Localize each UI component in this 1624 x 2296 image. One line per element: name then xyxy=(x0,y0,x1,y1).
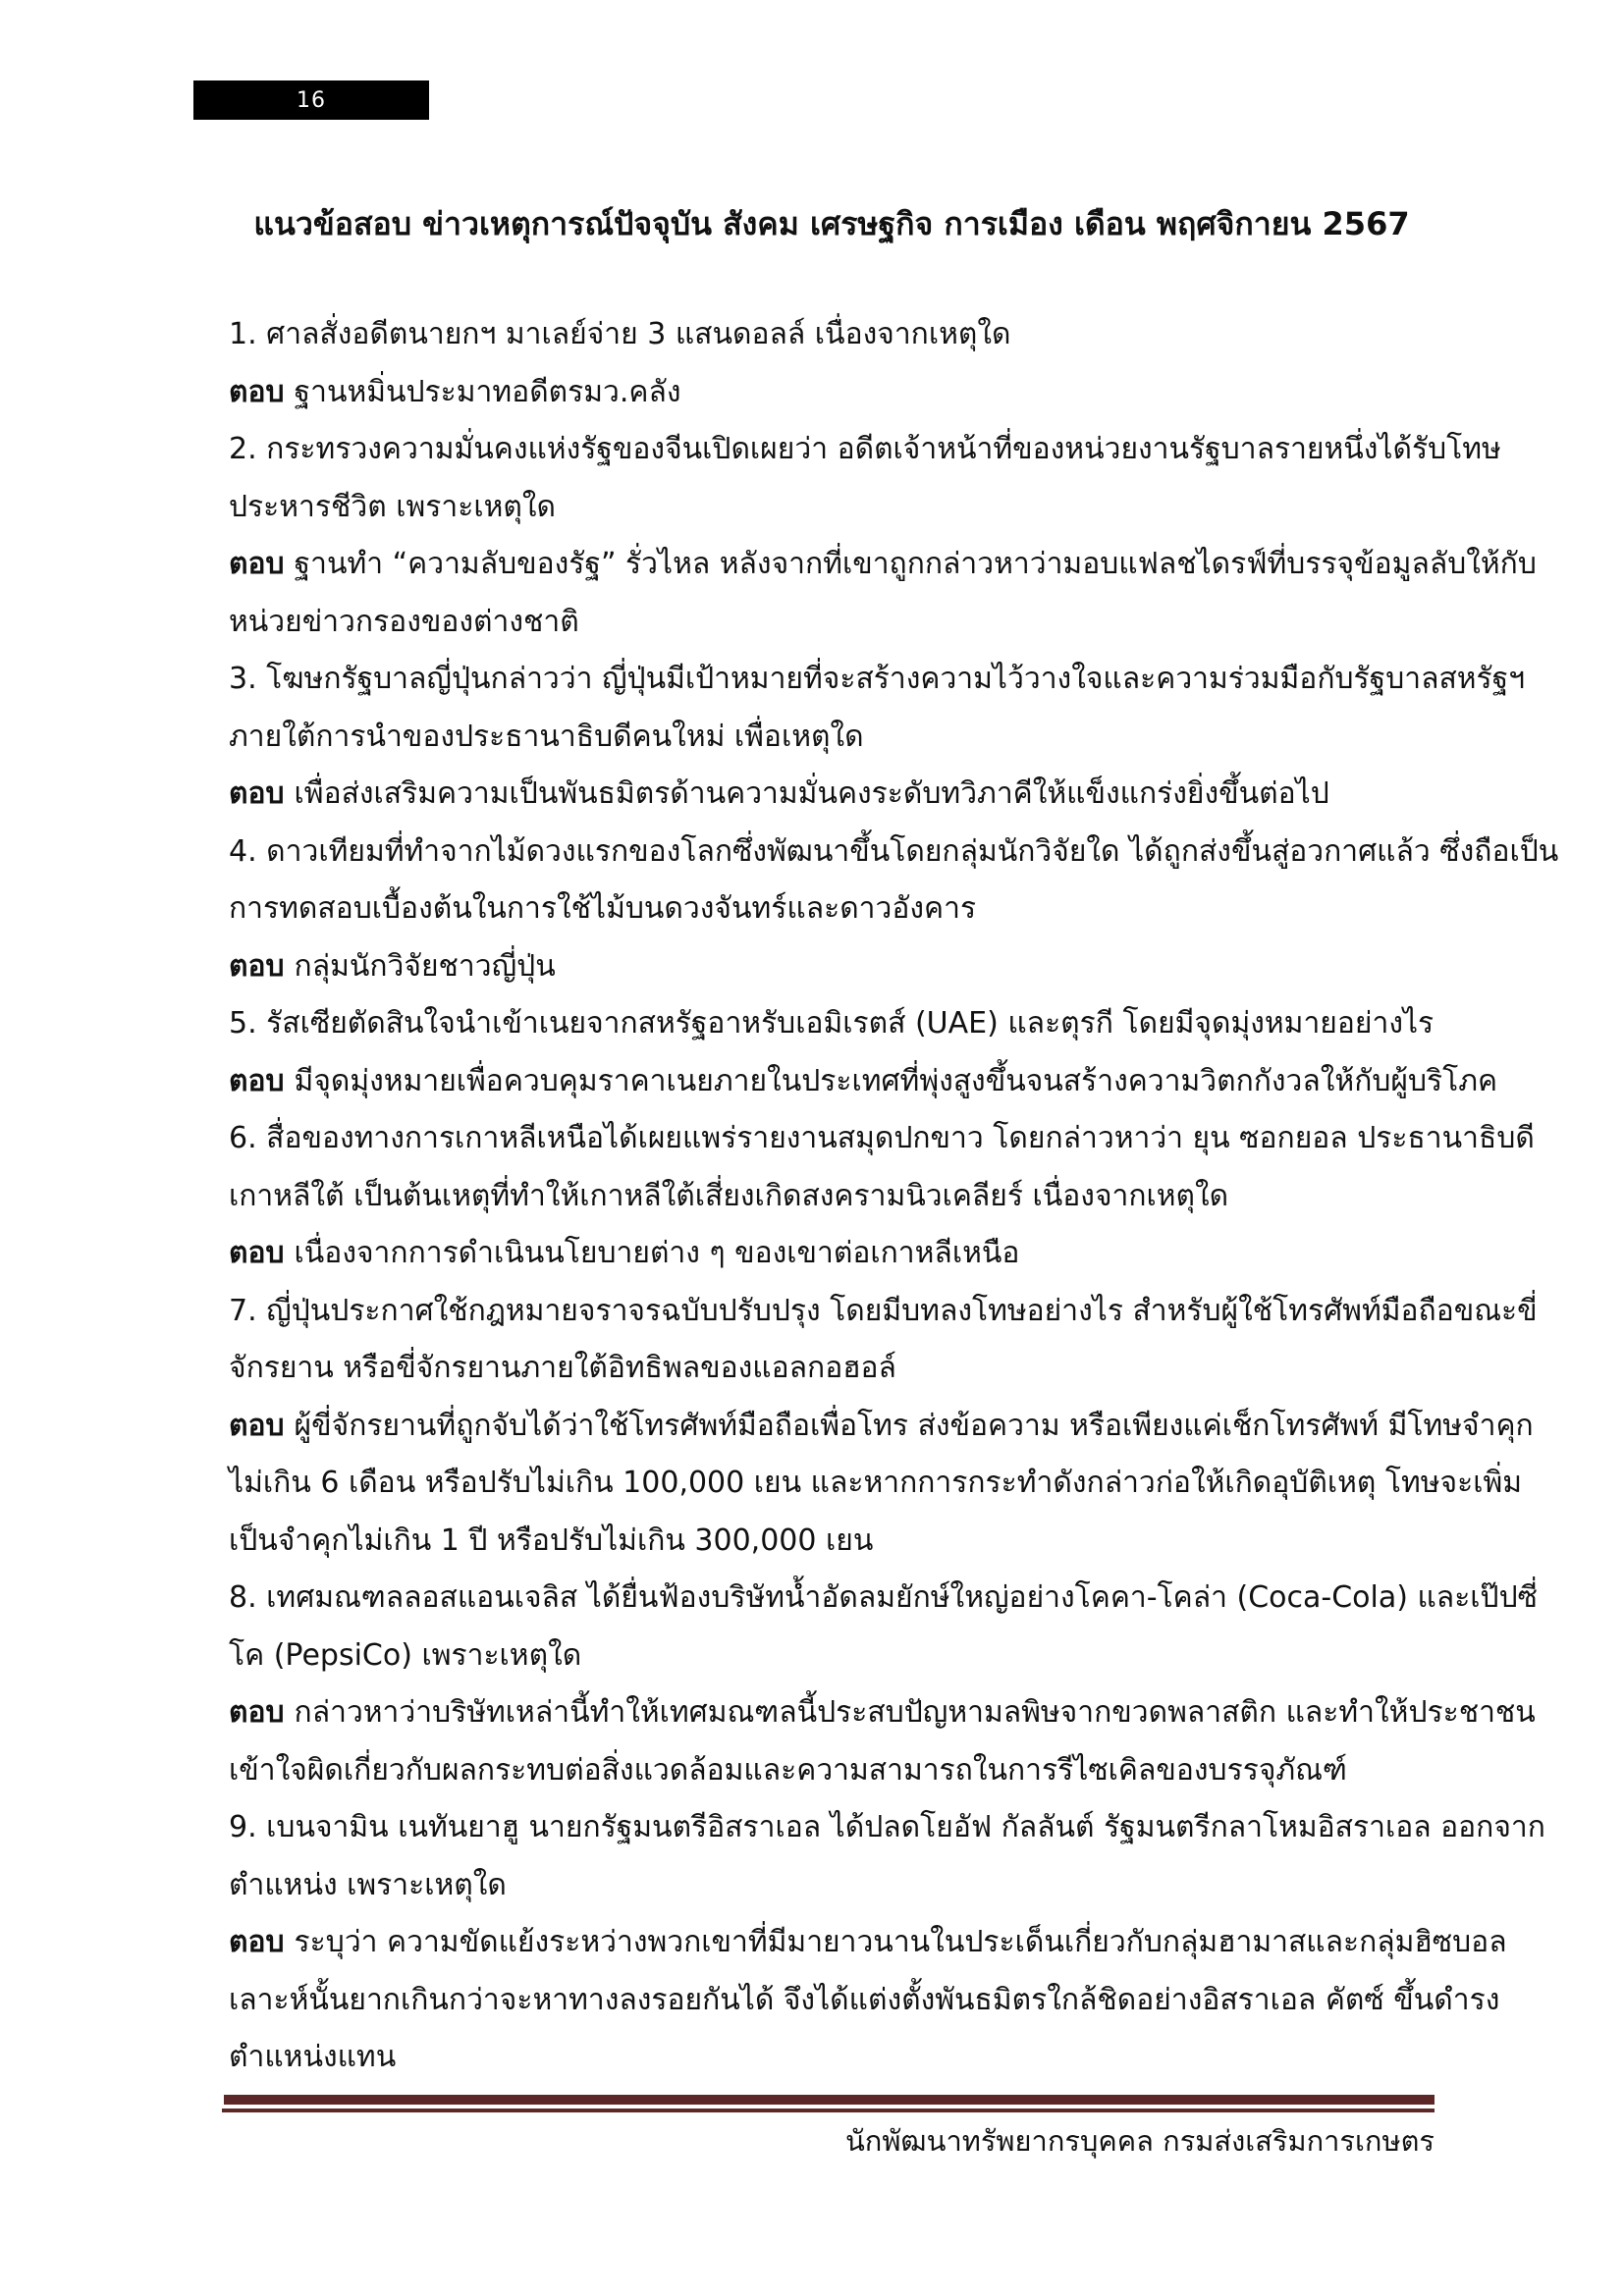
answer-prefix: ตอบ xyxy=(229,1408,285,1443)
content-line xyxy=(229,594,1466,652)
answer-prefix: ตอบ xyxy=(229,1695,285,1730)
content-line xyxy=(229,1972,1500,2030)
line-text: กล่าวหาว่าบริษัทเหล่านี้ทำให้เทศมณฑลนี้ประสบปัญหามลพิษจากขวดพลาสติก และทำให้ประชาชน xyxy=(294,1695,1536,1730)
line-text: ภายใต้การนำของประธานาธิบดีคนใหม่ เพื่อเหตุใด xyxy=(229,719,864,754)
content-line xyxy=(229,766,1466,824)
line-text: 1. ศาลสั่งอดีตนายกฯ มาเลย์จ่าย 3 แสนดอลล์ เนื่องจากเหตุใด xyxy=(229,317,1011,351)
line-text: 7. ญี่ปุ่นประกาศใช้กฎหมายจราจรฉบับปรับปรุง โดยมีบทลงโทษอย่างไร สำหรับผู้ใช้โทรศัพท์มือถือขณะขี่ xyxy=(229,1293,1538,1328)
content-line xyxy=(229,1110,1535,1168)
line-text: หน่วยข่าวกรองของต่างชาติ xyxy=(229,604,579,639)
line-text: ตำแหน่ง เพราะเหตุใด xyxy=(229,1867,507,1902)
line-text: ประหารชีวิต เพราะเหตุใด xyxy=(229,489,556,524)
content-line xyxy=(229,824,1559,881)
content-line xyxy=(229,1340,1466,1398)
line-text: เนื่องจากการดำเนินนโยบายต่าง ๆ ของเขาต่อเกาหลีเหนือ xyxy=(294,1236,1020,1270)
page-title: แนวข้อสอบ ข่าวเหตุการณ์ปัจจุบัน สังคม เศรษฐกิจ การเมือง เดือน พฤศจิกายน 2567 xyxy=(253,205,1410,242)
content-line xyxy=(229,1628,1466,1685)
answer-prefix: ตอบ xyxy=(229,1236,285,1270)
content-line xyxy=(229,1570,1539,1628)
footer-rule-thin xyxy=(222,2109,1435,2112)
footer-rule-thick xyxy=(224,2095,1435,2105)
answer-prefix: ตอบ xyxy=(229,776,285,811)
line-text: เข้าใจผิดเกี่ยวกับผลกระทบต่อสิ่งแวดล้อมและความสามารถในการรีไซเคิลของบรรจุภัณฑ์ xyxy=(229,1752,1347,1788)
line-text: เป็นจำคุกไม่เกิน 1 ปี หรือปรับไม่เกิน 300,000 เยน xyxy=(229,1522,874,1558)
line-text: 6. สื่อของทางการเกาหลีเหนือได้เผยแพร่รายงานสมุดปกขาว โดยกล่าวหาว่า ยุน ซอกยอล ประธานาธิบดี xyxy=(229,1121,1535,1155)
answer-prefix: ตอบ xyxy=(229,1063,285,1098)
content-line xyxy=(229,881,1466,938)
content-line xyxy=(229,1398,1534,1456)
content-line xyxy=(229,1283,1538,1341)
content-line xyxy=(229,709,1466,767)
line-text: ระบุว่า ความขัดแย้งระหว่างพวกเขาที่มีมายาวนานในประเด็นเกี่ยวกับกลุ่มฮามาสและกลุ่มฮิซบอล xyxy=(294,1925,1507,1959)
line-text: 2. กระทรวงความมั่นคงแห่งรัฐของจีนเปิดเผยว่า อดีตเจ้าหน้าที่ของหน่วยงานรัฐบาลรายหนึ่งได้รับโทษ xyxy=(229,432,1501,466)
content-line xyxy=(229,479,1466,537)
line-text: เลาะห์นั้นยากเกินกว่าจะหาทางลงรอยกันได้ จึงได้แต่งตั้งพันธมิตรใกล้ชิดอย่างอิสราเอล คัตซ์ ขึ้นดำรง xyxy=(229,1982,1500,2017)
question-answer-list xyxy=(229,306,1559,2087)
content-line xyxy=(229,1914,1507,1972)
line-text: ฐานทำ “ความลับของรัฐ” รั่วไหล หลังจากที่เขาถูกกล่าวหาว่ามอบแฟลชไดรฟ์ที่บรรจุข้อมูลลับให้กับ xyxy=(294,547,1537,581)
line-text: ไม่เกิน 6 เดือน หรือปรับไม่เกิน 100,000 เยน และหากการกระทำดังกล่าวก่อให้เกิดอุบัติเหตุ โทษจะเพิ่ม xyxy=(229,1466,1523,1500)
page-number: 16 xyxy=(297,87,326,113)
content-line xyxy=(229,2029,1466,2087)
line-text: 9. เบนจามิน เนทันยาฮู นายกรัฐมนตรีอิสราเอล ได้ปลดโยอัฟ กัลลันต์ รัฐมนตรีกลาโหมอิสราเอล ออกจาก xyxy=(229,1810,1545,1844)
content-line xyxy=(229,1053,1498,1111)
line-text: ตำแหน่งแทน xyxy=(229,2040,397,2074)
answer-prefix: ตอบ xyxy=(229,547,285,581)
content-line xyxy=(229,1857,1466,1915)
answer-prefix: ตอบ xyxy=(229,1925,285,1959)
content-line xyxy=(229,938,1466,996)
content-line xyxy=(229,1455,1523,1513)
content-line xyxy=(229,1742,1466,1800)
content-line xyxy=(229,1799,1545,1857)
line-text: จักรยาน หรือขี่จักรยานภายใต้อิทธิพลของแอลกอฮอล์ xyxy=(229,1351,896,1385)
line-text: ผู้ขี่จักรยานที่ถูกจับได้ว่าใช้โทรศัพท์มือถือเพื่อโทร ส่งข้อความ หรือเพียงแค่เช็กโทรศัพท์ มีโทษจำคุก xyxy=(294,1408,1534,1443)
line-text: เพื่อส่งเสริมความเป็นพันธมิตรด้านความมั่นคงระดับทวิภาคีให้แข็งแกร่งยิ่งขึ้นต่อไป xyxy=(294,776,1329,811)
line-text: 4. ดาวเทียมที่ทำจากไม้ดวงแรกของโลกซึ่งพัฒนาขึ้นโดยกลุ่มนักวิจัยใด ได้ถูกส่งขึ้นสู่อวกาศแล้ว ซึ่งถือเป็น xyxy=(229,833,1559,869)
answer-prefix: ตอบ xyxy=(229,948,285,984)
line-text: การทดสอบเบื้องต้นในการใช้ไม้บนดวงจันทร์และดาวอังคาร xyxy=(229,891,977,926)
content-line xyxy=(229,364,1466,422)
content-line xyxy=(229,1225,1466,1283)
line-text: 8. เทศมณฑลลอสแอนเจลิส ได้ยื่นฟ้องบริษัทน้ำอัดลมยักษ์ใหญ่อย่างโคคา-โคล่า (Coca-Cola) และเป๊ปซี่ xyxy=(229,1580,1539,1615)
content-line xyxy=(229,995,1466,1053)
content-line xyxy=(229,1168,1466,1226)
footer-credit: นักพัฒนาทรัพยากรบุคคล กรมส่งเสริมการเกษตร xyxy=(844,2124,1435,2158)
content-line xyxy=(229,306,1466,364)
content-line xyxy=(229,421,1501,479)
line-text: 3. โฆษกรัฐบาลญี่ปุ่นกล่าวว่า ญี่ปุ่นมีเป้าหมายที่จะสร้างความไว้วางใจและความร่วมมือกับรัฐบาลสหรัฐฯ xyxy=(229,662,1526,696)
line-text: 5. รัสเซียตัดสินใจนำเข้าเนยจากสหรัฐอาหรับเอมิเรตส์ (UAE) และตุรกี โดยมีจุดมุ่งหมายอย่างไร xyxy=(229,1006,1435,1041)
line-text: ฐานหมิ่นประมาทอดีตรมว.คลัง xyxy=(294,374,681,409)
page-number-box xyxy=(193,80,429,120)
content-line xyxy=(229,1684,1536,1742)
line-text: กลุ่มนักวิจัยชาวญี่ปุ่น xyxy=(294,948,556,984)
content-line xyxy=(229,1513,1466,1571)
line-text: โค (PepsiCo) เพราะเหตุใด xyxy=(229,1637,582,1673)
line-text: มีจุดมุ่งหมายเพื่อควบคุมราคาเนยภายในประเทศที่พุ่งสูงขึ้นจนสร้างความวิตกกังวลให้กับผู้บริโภค xyxy=(294,1063,1498,1098)
content-line xyxy=(229,651,1526,709)
answer-prefix: ตอบ xyxy=(229,374,285,409)
line-text: เกาหลีใต้ เป็นต้นเหตุที่ทำให้เกาหลีใต้เสี่ยงเกิดสงครามนิวเคลียร์ เนื่องจากเหตุใด xyxy=(229,1178,1229,1213)
content-line xyxy=(229,536,1537,594)
